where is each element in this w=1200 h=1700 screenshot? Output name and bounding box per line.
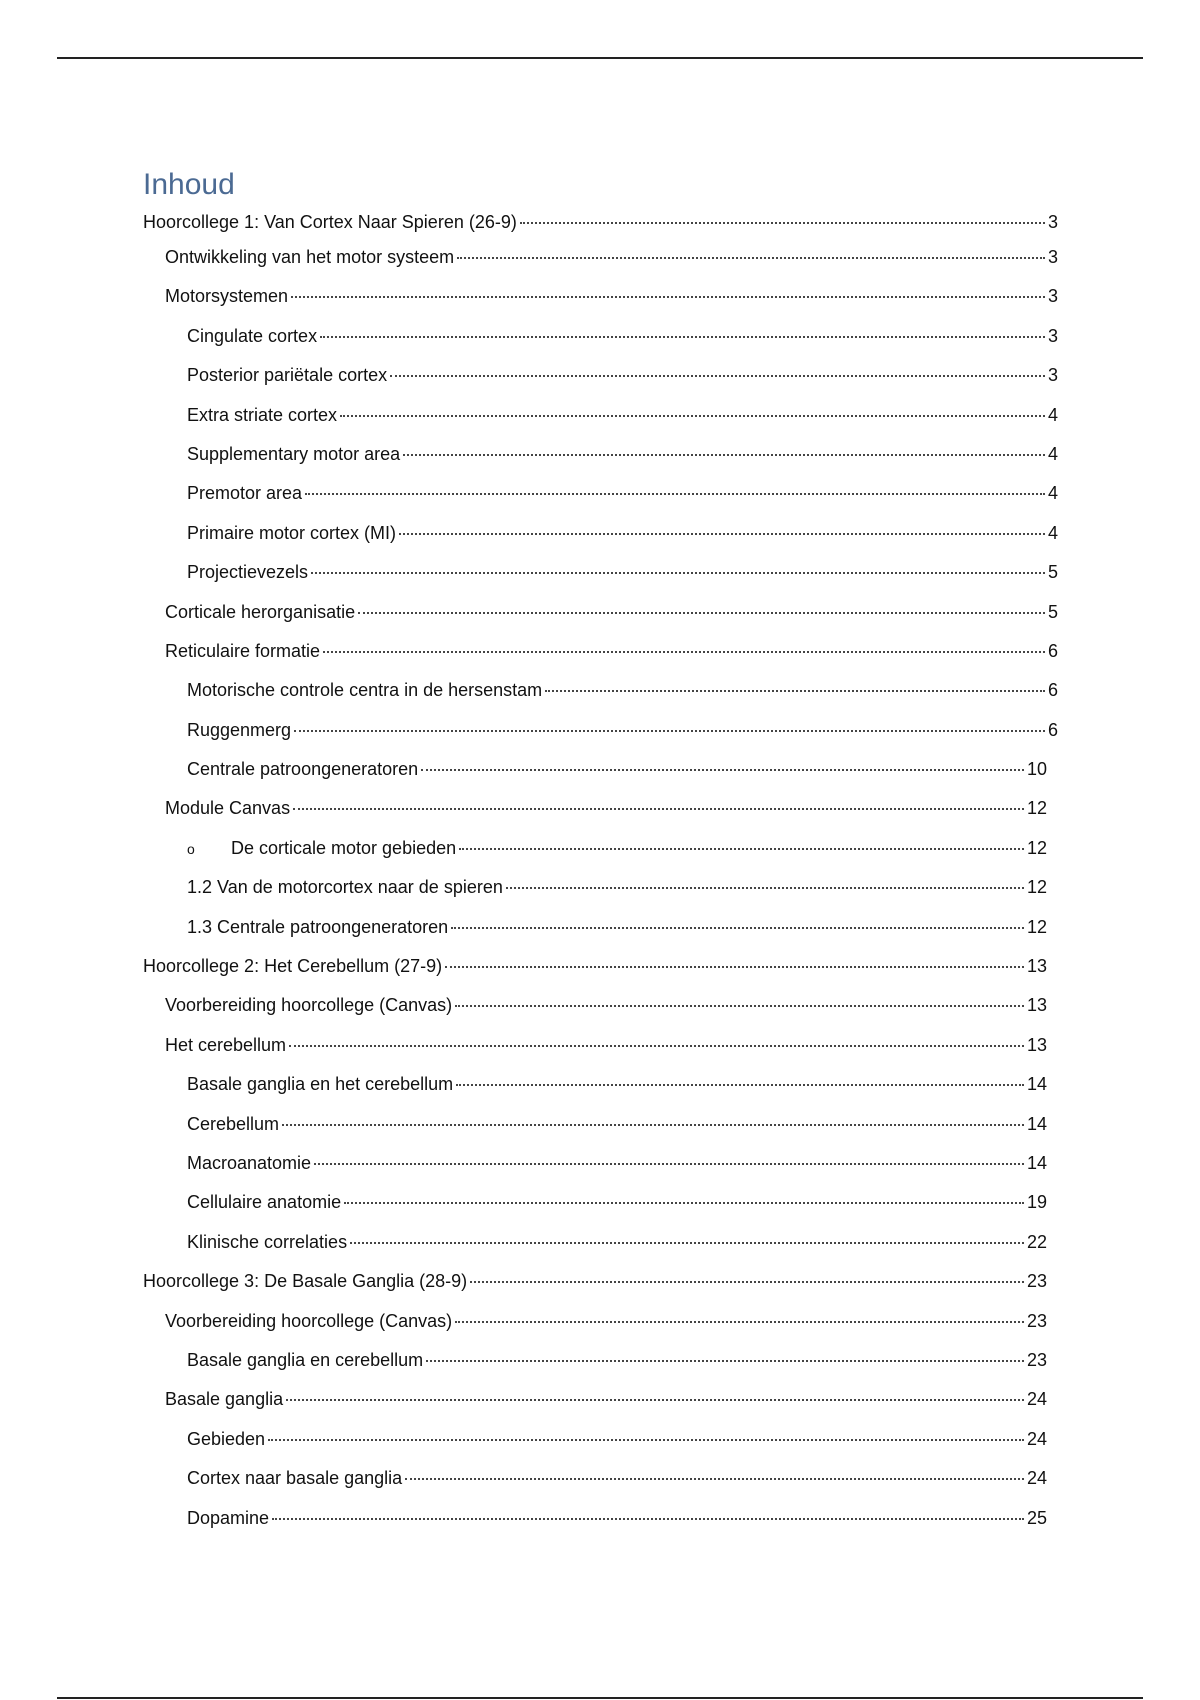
table-of-contents [143,165,1058,1538]
toc-entry[interactable] [143,750,1058,789]
dot-leader [350,1242,1024,1244]
toc-entry-title: Centrale patroongeneratoren [187,759,419,780]
toc-entry-title: Cortex naar basale ganglia [187,1468,403,1489]
toc-entry-page: 3 [1047,325,1058,346]
dot-leader [358,612,1045,614]
dot-leader [506,887,1024,889]
toc-entry[interactable] [143,317,1058,356]
dot-leader [451,927,1024,929]
dot-leader [456,1084,1024,1086]
toc-entry-page: 24 [1026,1389,1047,1410]
toc-entry[interactable] [143,1183,1058,1222]
toc-entry-page: 10 [1026,759,1047,780]
toc-entry[interactable] [143,1341,1058,1380]
dot-leader [399,533,1045,535]
toc-entry-page: 3 [1047,365,1058,386]
toc-entry-page: 23 [1026,1349,1047,1370]
toc-entry[interactable] [143,908,1058,947]
toc-entry-title: Voorbereiding hoorcollege (Canvas) [165,1310,453,1331]
dot-leader [293,808,1024,810]
toc-entry[interactable] [143,829,1058,868]
dot-leader [311,572,1045,574]
toc-entry-title: Motorische controle centra in de hersenstam [187,680,543,701]
toc-entry-title: Hoorcollege 1: Van Cortex Naar Spieren (26-9) [143,212,517,232]
dot-leader [520,222,1045,224]
toc-entry-title: Corticale herorganisatie [165,601,356,622]
toc-entry-title: Voorbereiding hoorcollege (Canvas) [165,995,453,1016]
toc-entry-title: Gebieden [187,1428,266,1449]
dot-leader [268,1439,1024,1441]
toc-entry-page: 6 [1047,640,1058,661]
dot-leader [405,1478,1024,1480]
toc-entry-page: 24 [1026,1468,1047,1489]
toc-entry[interactable] [143,474,1058,513]
toc-entry-page: 12 [1026,798,1047,819]
toc-entry-page: 13 [1026,1034,1047,1055]
toc-entry-title: Cingulate cortex [187,325,318,346]
toc-heading: Inhoud [143,168,235,201]
header-rule [57,57,1143,59]
toc-entry[interactable] [143,356,1058,395]
dot-leader [291,296,1045,298]
toc-entry-title: Posterior pariëtale cortex [187,365,388,386]
toc-entry[interactable] [143,435,1058,474]
toc-entry[interactable] [143,1105,1058,1144]
toc-entry-title: Basale ganglia [165,1389,284,1410]
bullet-icon: o [187,840,195,857]
toc-entry-title: Module Canvas [165,798,291,819]
toc-entry[interactable] [143,1459,1058,1498]
toc-entry[interactable] [143,711,1058,750]
toc-entry[interactable] [143,277,1058,316]
dot-leader [305,493,1045,495]
toc-entry-title: Macroanatomie [187,1152,312,1173]
toc-entry[interactable] [143,396,1058,435]
toc-entry-title: Het cerebellum [165,1034,287,1055]
dot-leader [403,454,1045,456]
toc-entry[interactable] [143,868,1058,907]
dot-leader [289,1045,1024,1047]
toc-entry[interactable] [143,1380,1058,1419]
toc-entry-title: Cerebellum [187,1113,280,1134]
toc-entry[interactable] [143,632,1058,671]
toc-entry[interactable] [143,947,1058,986]
toc-entry-page: 4 [1047,404,1058,425]
toc-entry-title: Cellulaire anatomie [187,1192,342,1213]
toc-entry-page: 4 [1047,522,1058,543]
dot-leader [286,1399,1024,1401]
toc-entry[interactable] [143,207,1058,238]
toc-entry-page: 25 [1026,1507,1047,1528]
toc-entry-page: 4 [1047,483,1058,504]
dot-leader [272,1518,1024,1520]
toc-entry[interactable] [143,1026,1058,1065]
toc-entry-page: 14 [1026,1113,1047,1134]
toc-entry[interactable] [143,671,1058,710]
toc-entry[interactable] [143,1499,1058,1538]
toc-entry-title: Klinische correlaties [187,1231,348,1252]
toc-entry[interactable] [143,1144,1058,1183]
dot-leader [445,966,1024,968]
toc-entry-title: Dopamine [187,1507,270,1528]
toc-entry[interactable] [143,1223,1058,1262]
toc-entry-page: 3 [1047,247,1058,267]
toc-entry-page: 12 [1026,877,1047,898]
toc-entry-page: 23 [1026,1271,1047,1292]
dot-leader [390,375,1045,377]
toc-entry-page: 22 [1026,1231,1047,1252]
dot-leader [545,690,1045,692]
toc-entry-page: 23 [1026,1310,1047,1331]
toc-entry-page: 5 [1047,601,1058,622]
toc-entry-page: 19 [1026,1192,1047,1213]
toc-entry-title: Basale ganglia en cerebellum [187,1349,424,1370]
footer-rule [57,1697,1143,1699]
toc-entry-title: Hoorcollege 2: Het Cerebellum (27-9) [143,956,443,977]
toc-entry-page: 6 [1047,680,1058,701]
dot-leader [344,1202,1024,1204]
toc-entry-title: Hoorcollege 3: De Basale Ganglia (28-9) [143,1271,468,1292]
toc-entry-title: 1.2 Van de motorcortex naar de spieren [187,877,503,898]
dot-leader [314,1163,1024,1165]
toc-entry[interactable] [143,1302,1058,1341]
toc-entry-page: 12 [1026,916,1047,937]
dot-leader [457,257,1045,259]
toc-entry-title: Ontwikkeling van het motor systeem [165,247,455,267]
dot-leader [340,415,1045,417]
toc-entry-page: 13 [1026,956,1047,977]
toc-entry-title: Primaire motor cortex (MI) [187,522,397,543]
toc-entry[interactable] [143,986,1058,1025]
toc-entry[interactable] [143,789,1058,828]
toc-entry[interactable] [143,1262,1058,1301]
toc-entry[interactable] [143,238,1058,277]
toc-entry-title: Premotor area [187,483,303,504]
dot-leader [455,1005,1024,1007]
toc-entry-page: 6 [1047,719,1058,740]
toc-entry-page: 5 [1047,562,1058,583]
dot-leader [426,1360,1024,1362]
toc-entry-page: 14 [1026,1074,1047,1095]
toc-entry-title: Projectievezels [187,562,309,583]
toc-entry-title: Motorsystemen [165,286,289,307]
toc-entry-title: Basale ganglia en het cerebellum [187,1074,454,1095]
toc-entry[interactable] [143,514,1058,553]
toc-entry-title: 1.3 Centrale patroongeneratoren [187,916,449,937]
toc-entry-page: 13 [1026,995,1047,1016]
toc-entry-page: 14 [1026,1152,1047,1173]
toc-entry-page: 4 [1047,443,1058,464]
dot-leader [294,730,1045,732]
dot-leader [282,1124,1024,1126]
toc-entry-title: De corticale motor gebieden [231,837,457,858]
toc-entry-title: Extra striate cortex [187,404,338,425]
toc-entry[interactable] [143,553,1058,592]
dot-leader [470,1281,1024,1283]
toc-entry-title: Ruggenmerg [187,719,292,740]
toc-entry-page: 3 [1047,212,1058,232]
toc-entry[interactable] [143,1420,1058,1459]
dot-leader [323,651,1045,653]
toc-list [143,207,1058,1538]
toc-entry-title: Reticulaire formatie [165,640,321,661]
toc-entry-page: 3 [1047,286,1058,307]
dot-leader [455,1321,1024,1323]
toc-entry-page: 24 [1026,1428,1047,1449]
toc-entry[interactable] [143,593,1058,632]
toc-entry[interactable] [143,1065,1058,1104]
toc-entry-title: Supplementary motor area [187,443,401,464]
dot-leader [421,769,1024,771]
dot-leader [459,848,1024,850]
toc-entry-page: 12 [1026,837,1047,858]
dot-leader [320,336,1045,338]
